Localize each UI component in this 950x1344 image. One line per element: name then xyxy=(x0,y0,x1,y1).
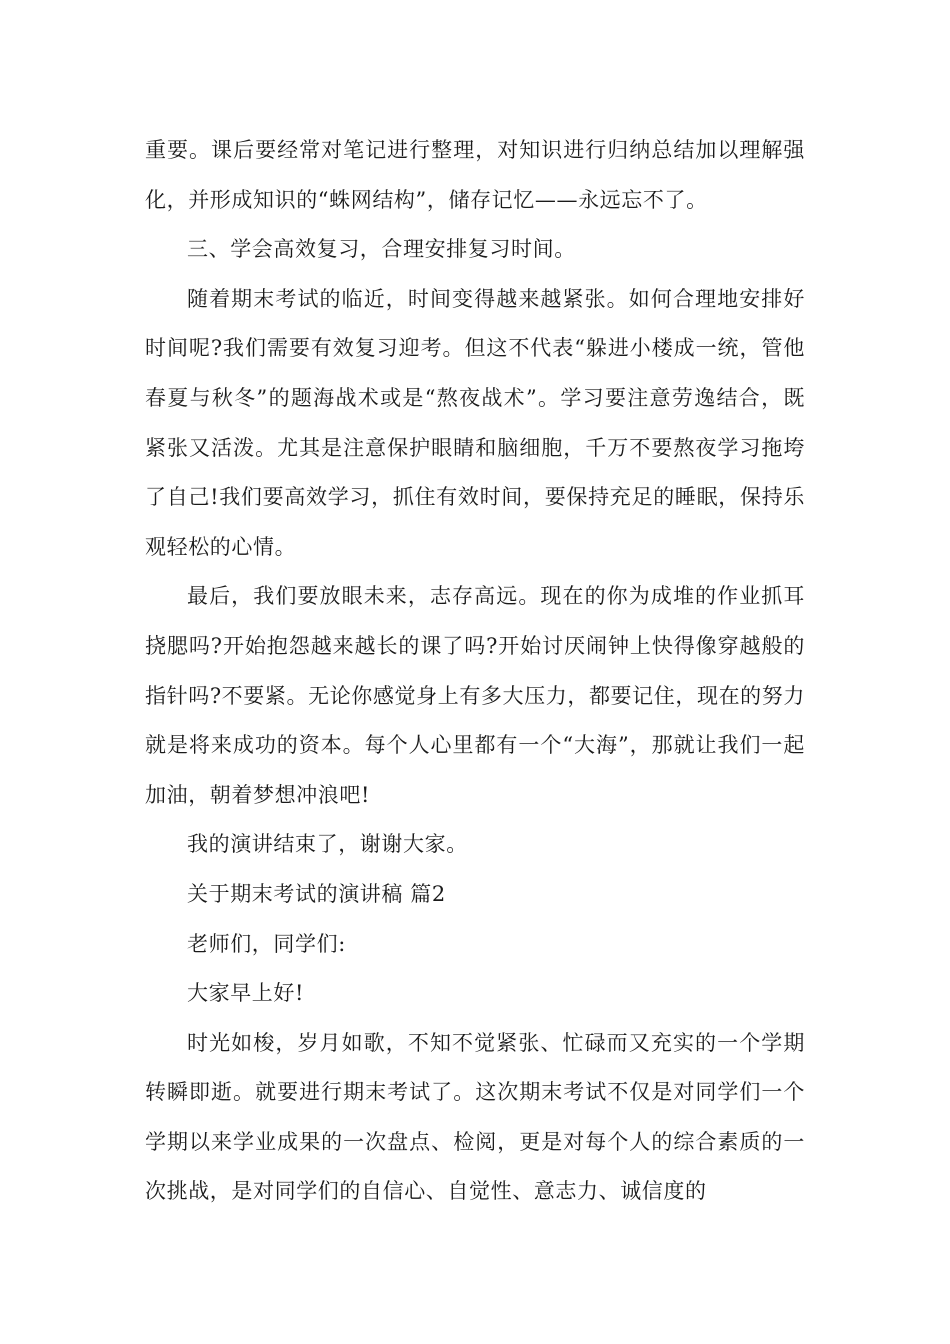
paragraph-1: 重要。课后要经常对笔记进行整理，对知识进行归纳总结加以理解强化，并形成知识的“蛛网结构”，储存记忆——永远忘不了。 xyxy=(145,138,805,212)
greeting: 大家早上好! xyxy=(187,981,305,1006)
paragraph-3: 随着期末考试的临近，时间变得越来越紧张。如何合理地安排好时间呢?我们需要有效复习迎考。但这不代表“躲进小楼成一统，管他春夏与秋冬”的题海战术或是“熬夜战术”。学习要注意劳逸结合，既紧张又活泼。尤其是注意保护眼睛和脑细胞，千万不要熬夜学习拖垮了自己!我们要高效学习，抓住有效时间，要保持充足的睡眠，保持乐观轻松的心情。 xyxy=(145,286,805,559)
document-body xyxy=(145,126,805,1217)
speech-title-2: 关于期末考试的演讲稿 篇2 xyxy=(187,881,446,906)
paragraph-9: 时光如梭，岁月如歌，不知不觉紧张、忙碌而又充实的一个学期转瞬即逝。就要进行期末考试了。这次期末考试不仅是对同学们一个学期以来学业成果的一次盘点、检阅，更是对每个人的综合素质的一次挑战，是对同学们的自信心、自觉性、意志力、诚信度的 xyxy=(145,1030,805,1204)
paragraph-4: 最后，我们要放眼未来，志存高远。现在的你为成堆的作业抓耳挠腮吗?开始抱怨越来越长的课了吗?开始讨厌闹钟上快得像穿越般的指针吗?不要紧。无论你感觉身上有多大压力，都要记住，现在的努力就是将来成功的资本。每个人心里都有一个“大海”，那就让我们一起加油，朝着梦想冲浪吧! xyxy=(145,584,805,807)
section-heading-3: 三、学会高效复习，合理安排复习时间。 xyxy=(187,237,576,262)
closing-line: 我的演讲结束了，谢谢大家。 xyxy=(187,832,468,857)
salutation: 老师们，同学们: xyxy=(187,931,346,956)
